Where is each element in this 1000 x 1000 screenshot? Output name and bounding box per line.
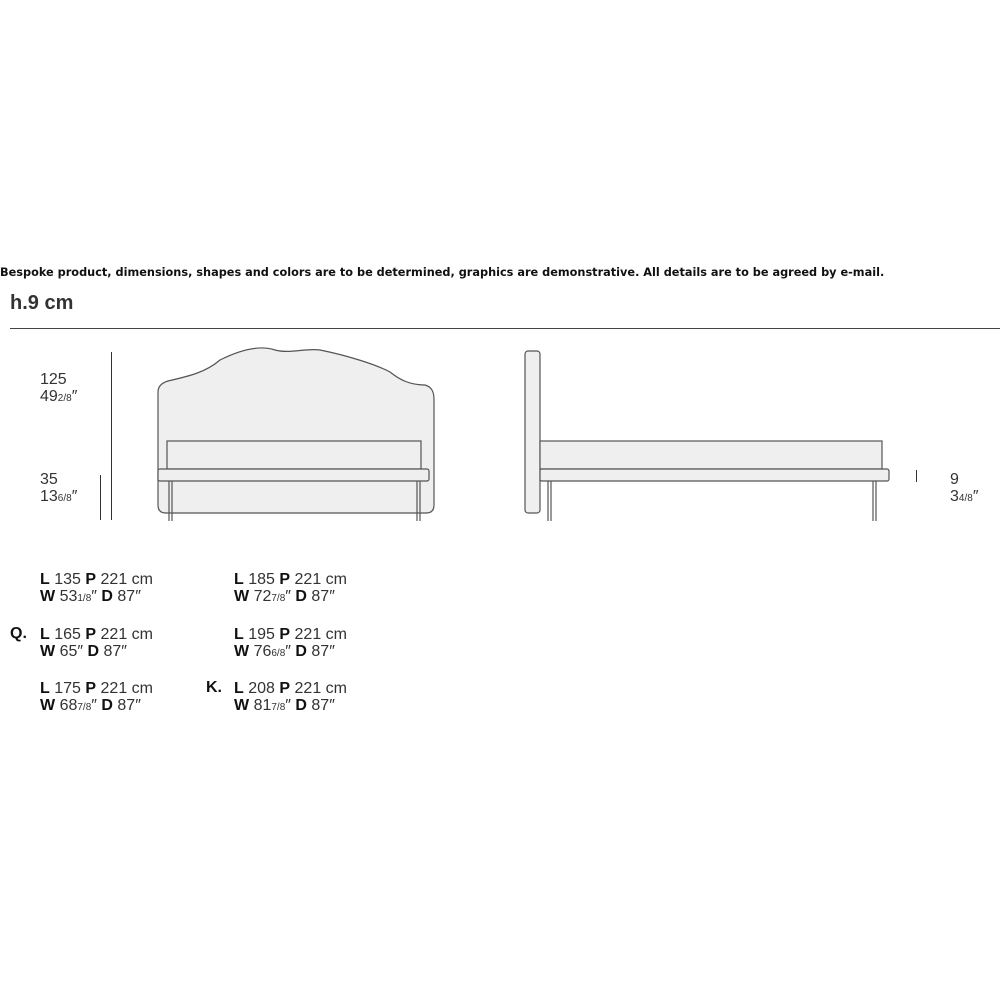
mattress-side <box>540 441 882 469</box>
size-spec: L 175 P 221 cm W 687/8″ D 87″ <box>40 680 153 714</box>
height-label: h.9 cm <box>10 292 74 314</box>
mattress-thickness-inches: 34/8″ <box>950 488 979 505</box>
size-spec: L 208 P 221 cm W 817/8″ D 87″ <box>234 680 347 714</box>
size-spec: L 165 P 221 cm W 65″ D 87″ <box>40 626 153 660</box>
headboard-side <box>525 351 540 513</box>
mattress-front <box>167 441 421 469</box>
total-height-inches: 492/8″ <box>40 388 78 405</box>
size-spec: L 185 P 221 cm W 727/8″ D 87″ <box>234 571 347 605</box>
headboard-front <box>158 348 434 513</box>
king-size-prefix: K. <box>206 679 222 696</box>
side-view <box>525 351 889 521</box>
size-spec: L 195 P 221 cm W 766/8″ D 87″ <box>234 626 347 660</box>
frame-height-inches: 136/8″ <box>40 488 78 505</box>
bed-frame-side <box>540 469 889 481</box>
mattress-thickness-cm: 9 <box>950 471 959 488</box>
total-height-cm: 125 <box>40 371 67 388</box>
front-view <box>158 348 434 521</box>
queen-size-prefix: Q. <box>10 625 27 642</box>
frame-height-cm: 35 <box>40 471 58 488</box>
bed-frame-front <box>158 469 429 481</box>
notice-text: Bespoke product, dimensions, shapes and colors are to be determined, graphics are demonstrative. All details are to be agreed by e-mail. <box>0 266 885 279</box>
size-spec: L 135 P 221 cm W 531/8″ D 87″ <box>40 571 153 605</box>
